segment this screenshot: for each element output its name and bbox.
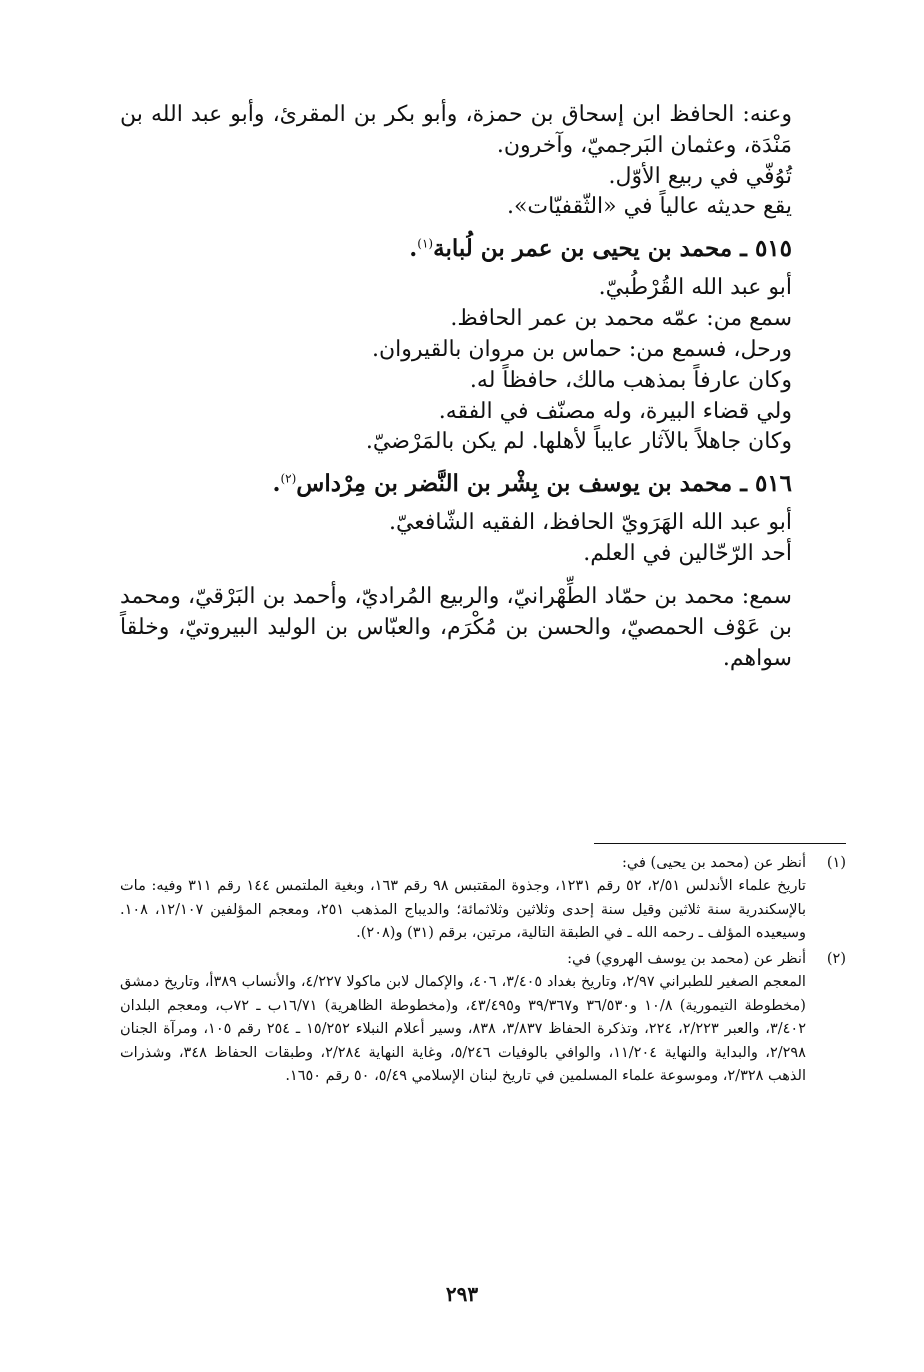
entry-516-traveller: أحد الرّحّالين في العلم. bbox=[583, 541, 792, 567]
entry-515-heard: سمع من: عمّه محمد بن عمر الحافظ. bbox=[450, 306, 792, 332]
entry-515-assessment: وكان جاهلاً بالآثار عايباً لأهلها. لم يكن بالمَرْضيّ. bbox=[365, 429, 792, 455]
entry-515-judge: ولي قضاء البيرة، وله مصنّف في الفقه. bbox=[438, 398, 792, 424]
footnotes bbox=[120, 852, 846, 1091]
footnote-line: تاريخ علماء الأندلس ٢/٥١، ٥٢ رقم ١٢٣١، وجذوة المقتبس ٩٨ رقم ١٦٣، وبغية الملتمس ١٤٤ رقم ٣١١ وفيه: مات بالإسكندرية سنة ثلاثين وقيل سنة إحدى وثلاثين وثلاثمائة؛ والديباج المذهب ٢٥١، ومعجم المؤلفين ١٢/١٠٧، ١٠٨. وسيعيده المؤلف ـ رحمه الله ـ في الطبقة التالية، مرتين، برقم (٣١) و(٢٠٨). bbox=[120, 878, 806, 942]
footnote-ref-1: (١) bbox=[417, 236, 434, 251]
footnote-ref-2: (٢) bbox=[280, 471, 297, 486]
footnote-number: (٢) bbox=[826, 950, 846, 967]
paragraph-death: تُوُفّي في ربيع الأوّل. bbox=[608, 163, 792, 189]
entry-heading-515: ٥١٥ ـ محمد بن يحيى بن عمر بن لُبابة$^{(١)}$. bbox=[409, 235, 792, 263]
entry-heading-515-text: ٥١٥ ـ محمد بن يحيى بن عمر بن لُبابة bbox=[433, 235, 792, 263]
footnote-line: أنظر عن (محمد بن يوسف الهروي) في: bbox=[567, 950, 806, 967]
paragraph-hadith: يقع حديثه عالياً في «الثّقفيّات». bbox=[506, 194, 792, 220]
main-text bbox=[120, 100, 846, 674]
footnote-1 bbox=[120, 852, 846, 946]
paragraph-narrators: وعنه: الحافظ ابن إسحاق بن حمزة، وأبو بكر بن المقرئ، وأبو عبد الله بن مَنْدَة، وعثمان البَرجميّ، وآخرون. bbox=[120, 102, 792, 158]
footnote-number: (١) bbox=[826, 855, 846, 871]
page-number: ٢٩٣ bbox=[445, 1282, 479, 1306]
entry-516-heard: سمع: محمد بن حمّاد الطِّهْرانيّ، والربيع المُراديّ، وأحمد بن البَرْقيّ، ومحمد بن عَوْف الحمصيّ، والحسن بن مُكْرَم، والعبّاس بن الوليد البيروتيّ، وخلقاً سواهم. bbox=[120, 583, 792, 671]
entry-515-travel: ورحل، فسمع من: حماس بن مروان بالقيروان. bbox=[372, 336, 792, 362]
footnote-2 bbox=[120, 948, 846, 1089]
entry-516-kunya: أبو عبد الله الهَرَويّ الحافظ، الفقيه الشّافعيّ. bbox=[388, 510, 792, 536]
entry-heading-516: ٥١٦ ـ محمد بن يوسف بن بِشْر بن النَّضر بن مِرْداس$^{(٢)}$. bbox=[272, 470, 792, 498]
footnote-line: المعجم الصغير للطبراني ٢/٩٧، وتاريخ بغداد ٣/٤٠٥، ٤٠٦، والإكمال لابن ماكولا ٤/٢٢٧، والأنساب ٣٨٩أ، وتاريخ دمشق (مخطوطة التيمورية) ١٠/٨ و٣٦/٥٣٠ و٣٩/٣٦٧ و٤٣/٤٩٥، و(مخطوطة الظاهرية) ١٦/٧١ب ـ ٧٢ب، ومعجم البلدان ٣/٤٠٢، والعبر ٢/٢٢٣، ٢٢٤، وتذكرة الحفاظ ٣/٨٣٧، ٨٣٨، وسير أعلام النبلاء ١٥/٢٥٢ ـ ٢٥٤ رقم ١٠٥، ومرآة الجنان ٢/٢٩٨، والبداية والنهاية ١١/٢٠٤، والوافي بالوفيات ٥/٢٤٦، وغاية النهاية ٢/٢٨٤، وطبقات الحفاظ ٣٤٨، وشذرات الذهب ٢/٣٢٨، وموسوعة علماء المسلمين في تاريخ لبنان الإسلامي ٥/٤٩، ٥٠ رقم ١٦٥٠. bbox=[120, 974, 807, 1085]
footnote-separator bbox=[594, 843, 846, 844]
entry-515-madhhab: وكان عارفاً بمذهب مالك، حافظاً له. bbox=[469, 367, 792, 393]
entry-heading-516-text: ٥١٦ ـ محمد بن يوسف بن بِشْر بن النَّضر بن مِرْداس bbox=[296, 470, 792, 498]
entry-515-kunya: أبو عبد الله القُرْطُبيّ. bbox=[598, 275, 792, 301]
footnote-line: أنظر عن (محمد بن يحيى) في: bbox=[622, 855, 806, 871]
